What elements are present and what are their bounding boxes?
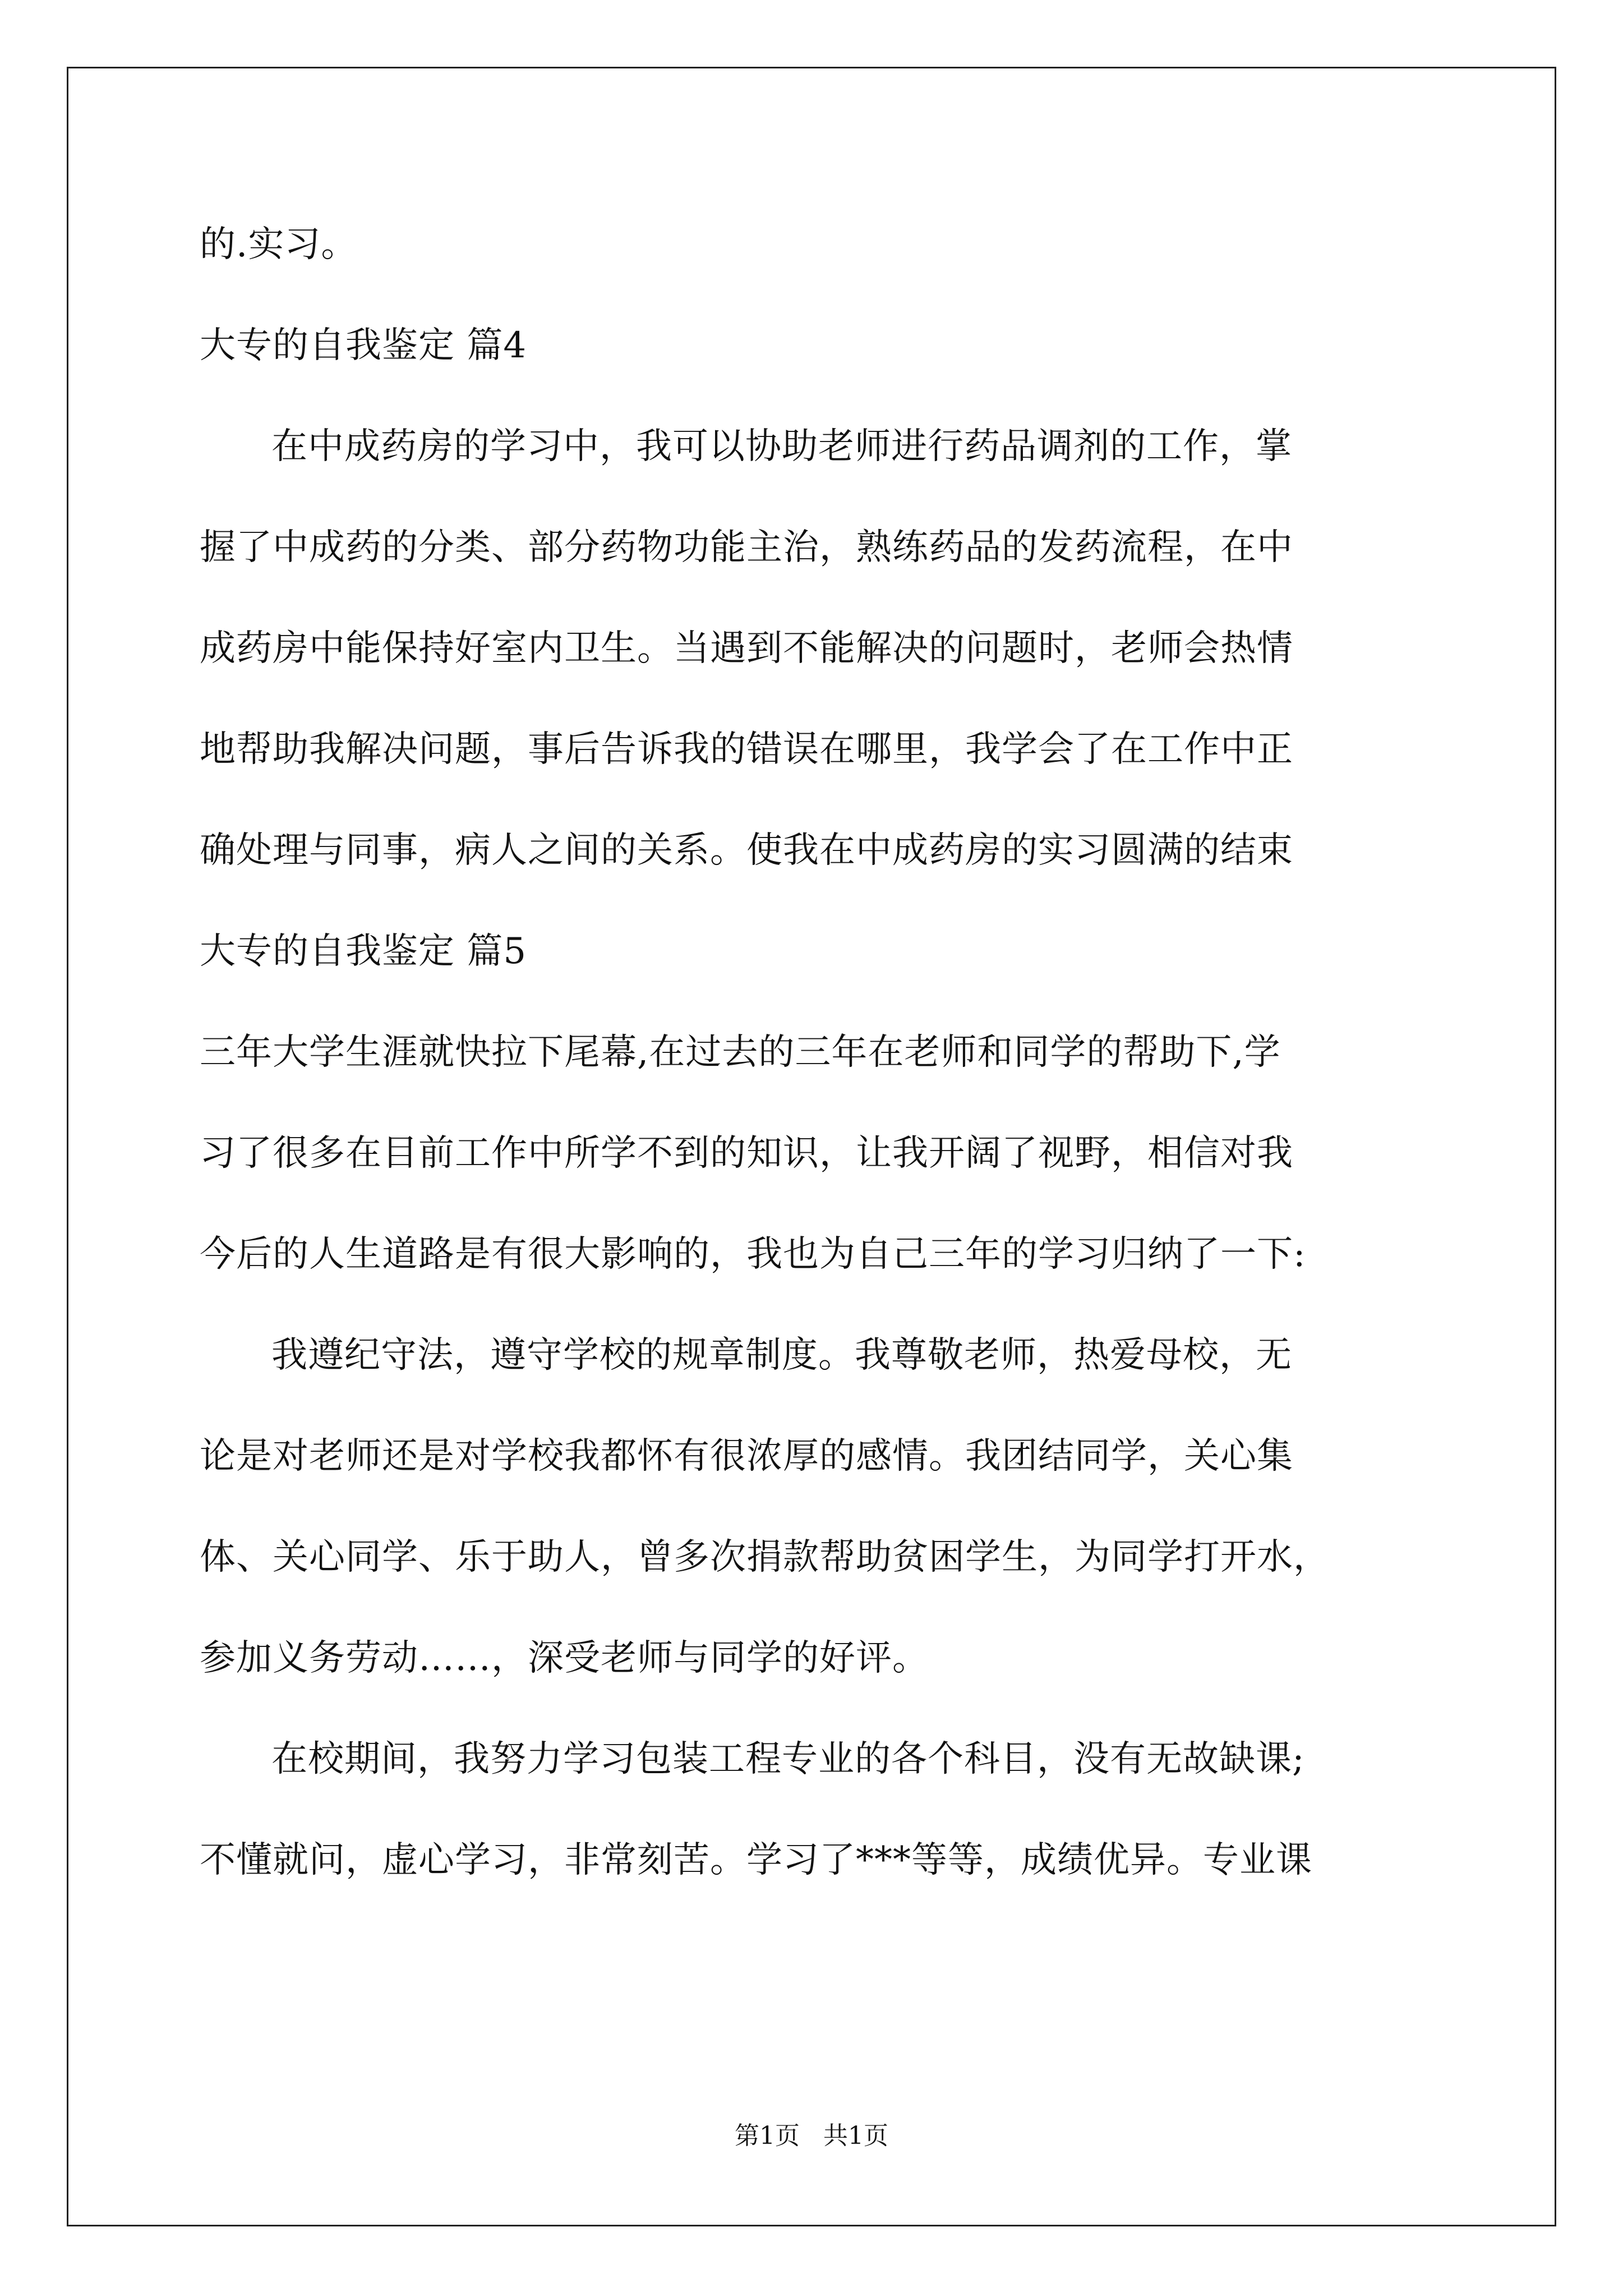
paragraph-line: 三年大学生涯就快拉下尾幕,在过去的三年在老师和同学的帮助下,学 [200, 1032, 1281, 1073]
paragraph-line: 体、关心同学、乐于助人，曾多次捐款帮助贫困学生，为同学打开水， [200, 1536, 1330, 1578]
paragraph-line: 在校期间，我努力学习包装工程专业的各个科目，没有无故缺课; [271, 1738, 1305, 1780]
paragraph-line: 习了很多在目前工作中所学不到的知识，让我开阔了视野，相信对我 [200, 1133, 1293, 1174]
page-number-footer: 第1页 共1页 [735, 2122, 888, 2150]
paragraph-line: 在中成药房的学习中，我可以协助老师进行药品调剂的工作，掌 [271, 426, 1292, 467]
paragraph-line: 确处理与同事，病人之间的关系。使我在中成药房的实习圆满的结束 [200, 830, 1293, 871]
paragraph-line: 握了中成药的分类、部分药物功能主治，熟练药品的发药流程，在中 [200, 527, 1293, 568]
paragraph-line: 成药房中能保持好室内卫生。当遇到不能解决的问题时，老师会热情 [200, 628, 1293, 669]
paragraph-line: 参加义务劳动……，深受老师与同学的好评。 [200, 1637, 929, 1679]
document-body [200, 219, 1422, 1886]
paragraph-line: 地帮助我解决问题，事后告诉我的错误在哪里，我学会了在工作中正 [200, 729, 1293, 770]
paragraph-line: 我遵纪守法，遵守学校的规章制度。我尊敬老师，热爱母校，无 [271, 1335, 1292, 1376]
section-heading-4: 大专的自我鉴定 篇4 [200, 325, 527, 366]
paragraph-line: 的.实习。 [200, 224, 358, 265]
paragraph-line: 今后的人生道路是有很大影响的，我也为自己三年的学习归纳了一下: [200, 1234, 1306, 1275]
section-heading-5: 大专的自我鉴定 篇5 [200, 931, 527, 972]
paragraph-line: 论是对老师还是对学校我都怀有很浓厚的感情。我团结同学，关心集 [200, 1435, 1293, 1477]
paragraph-line: 不懂就问，虚心学习，非常刻苦。学习了***等等，成绩优异。专业课 [200, 1839, 1312, 1881]
